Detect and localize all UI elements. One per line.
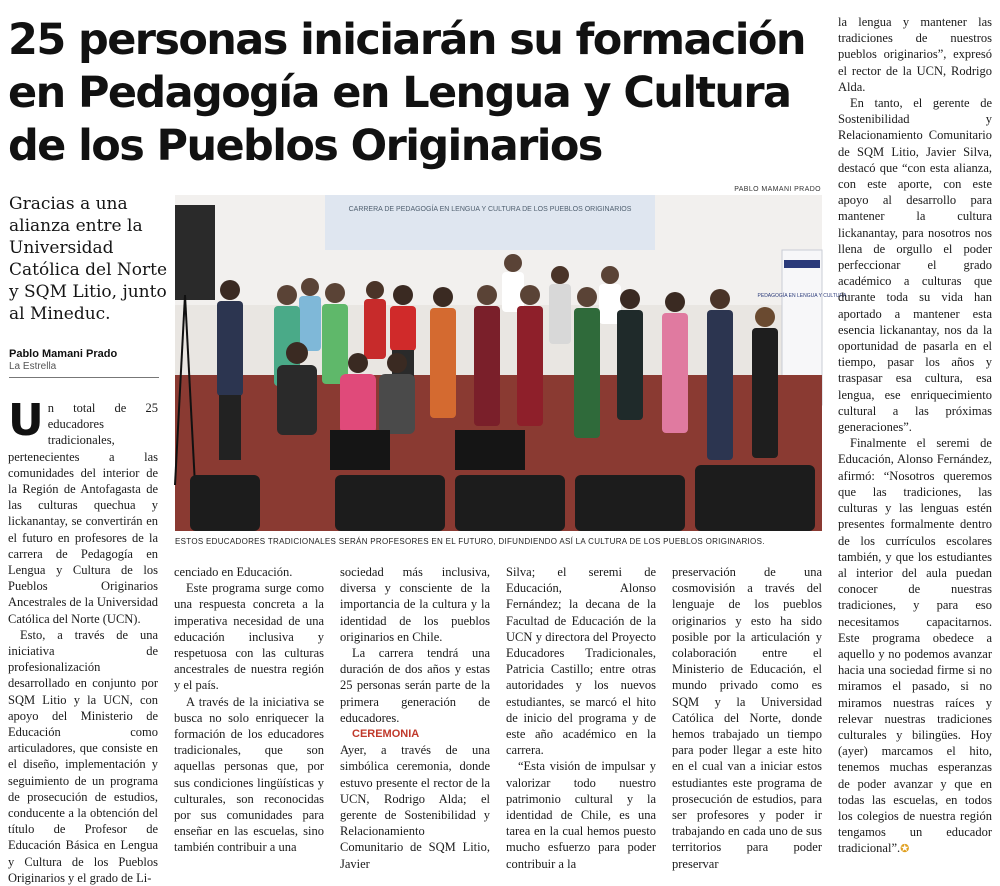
outlet-name: La Estrella (9, 361, 57, 372)
paragraph-6-2: En tanto, el gerente de Sostenibilidad y Relacionamiento Comunitario de SQM Litio, Javier Silva, destacó que “con esta alianza, con este aporte, con este apoyo al desarrollo para mantener la cultura lickanantay, para nosotros nos llena de orgullo el poder perfeccionar el grado académico a culturas que durante toda su vida han aportado a mantener esta esencia lickanantay, nos da la oportunidad de pasarla en el tiempo, pasar los años y traspasar esa cultura, esa lengua, ese enriquecimiento cultural a las próximas generaciones”. (838, 96, 992, 435)
paragraph-4-2: “Esta visión de impulsar y valorizar todo nuestro patrimonio cultural y la identidad de Chile, es una tarea en la cual hemos puesto mucho esfuerzo para poder contribuir a la (506, 759, 656, 871)
end-mark-icon: ✪ (900, 843, 910, 856)
body-column-6 (838, 14, 992, 855)
paragraph-2-3: A través de la iniciativa se busca no solo enriquecer la formación de los educadores tradicionales, que son aquellas personas que, por sus condiciones lingüísticas y culturales, son reconocidas por sus comunidades para enseñar en las escuelas, sino también contribuir a una (174, 694, 324, 855)
body-column-3 (340, 564, 490, 871)
paragraph-4-1: Silva; el seremi de Educación, Alonso Fernández; la decana de la Facultad de Educación de la UCN y directora del Proyecto Educadores Tradicionales, Patricia Castillo; entre otras autoridades y los nuevos estudiantes, se marcó el hito de inicio del programa y de este año académico en la carrera. (506, 565, 656, 758)
paragraph-2-1: cenciado en Educación. (174, 565, 293, 579)
drop-cap: U (8, 395, 44, 446)
paragraph-1-1: Un total de 25 educadores tradicionales, pertenecientes a las comunidades del interior de la Región de Antofagasta de las culturas quechua y lickanantay, se convertirán en el futuro en profesores de la carrera de Pedagogía en Lengua y Cultura de los Pueblos Originarios Ancestrales de la Universidad Católica del Norte (UCN). (8, 395, 158, 626)
paragraph-5-1: preservación de una cosmovisión a través del lenguaje de los pueblos originarios y esto ha sido posible por la articulación y colaboración entre el Ministerio de Educación, el mundo privado como es SQM y la Universidad Católica del Norte, donde hemos trabajado un tiempo para poder llegar a este hito en el cual van a iniciar estos estudiantes este programa de prosecución de estudios, para ser profesores y poder ir trabajando en cada uno de sus territorios para poder preservar (672, 565, 822, 871)
photo-banner-text: CARRERA DE PEDAGOGÍA EN LENGUA Y CULTURA DE LOS PUEBLOS ORIGINARIOS (348, 206, 632, 213)
paragraph-6-3: Finalmente el seremi de Educación, Alonso Fernández, afirmó: “Nosotros queremos que las tradiciones, las culturas y las lenguas estén presentes formalmente dentro de los currículos escolares también, y que los estudiantes al interior del aula puedan conocer de nuestras tradiciones, y para eso necesitamos capacitarnos. Este programa obedece a aquello y no podemos avanzar hacia una sociedad firme si no miramos el pasado, si no miramos nuestras raíces y relevar nuestras tradiciones culturales y bilingües. Hoy (ayer) marcamos el hito, tenemos muchas esperanzas de poder avanzar y que en todas las escuelas, en todos los colegios de nuestra región tengamos un educador tradicional”.✪ (838, 436, 992, 856)
body-column-1 (8, 395, 158, 885)
byline (9, 348, 159, 372)
paragraph-6-1: la lengua y mantener las tradiciones de nuestros pueblos originarios”, expresó el rector de la UCN, Rodrigo Alda. (838, 15, 992, 94)
paragraph-1-2: Esto, a través de una iniciativa de profesionalización desarrollado en conjunto por SQM Litio y la UCN, con apoyo del Ministerio de Educación como articuladores, que consiste en el diseño, implementación y seguimiento de un programa de prosecución de estudios, conducente a la obtención del título de Profesor de Educación Básica en Lengua y Cultura de los Pueblos Originarios y el grado de Li- (8, 627, 158, 885)
paragraph-3-1: sociedad más inclusiva, diversa y consciente de la importancia de la cultura y la identidad de los pueblos originarios en Chile. (340, 565, 490, 644)
byline-divider (9, 377, 159, 378)
body-column-4 (506, 564, 656, 871)
deck: Gracias a una alianza entre la Universidad Católica del Norte y SQM Litio, junto al Mineduc. (9, 194, 168, 324)
photo-credit: PABLO MAMANI PRADO (734, 186, 821, 193)
headline: 25 personas iniciarán su formación en Pedagogía en Lengua y Cultura de los Pueblos Originarios (8, 15, 805, 171)
author-name: Pablo Mamani Prado (9, 348, 118, 360)
section-subhead: CEREMONIA (352, 728, 420, 741)
group-photo (175, 195, 847, 531)
photo-sign-text: PEDAGOGÍA EN LENGUA Y CULTURA (757, 293, 847, 299)
paragraph-3-2: La carrera tendrá una duración de dos años y estas 25 personas serán parte de la primera generación de educadores. (340, 646, 490, 725)
photo-caption: ESTOS EDUCADORES TRADICIONALES SERÁN PROFESORES EN EL FUTURO, DIFUNDIENDO ASÍ LA CULTURA DE LOS PUEBLOS ORIGINARIOS. (175, 537, 765, 546)
body-column-5 (672, 564, 822, 871)
body-column-2 (174, 564, 324, 855)
paragraph-2-2: Este programa surge como una respuesta concreta a la imperativa necesidad de una educación inclusiva y respetuosa con las culturas ancestrales de nuestra región y el país. (174, 581, 324, 693)
paragraph-3-3: Ayer, a través de una simbólica ceremonia, donde estuvo presente el rector de la UCN, Rodrigo Alda; el gerente de Sostenibilidad y Relacionamiento Comunitario de SQM Litio, Javier (340, 743, 490, 871)
